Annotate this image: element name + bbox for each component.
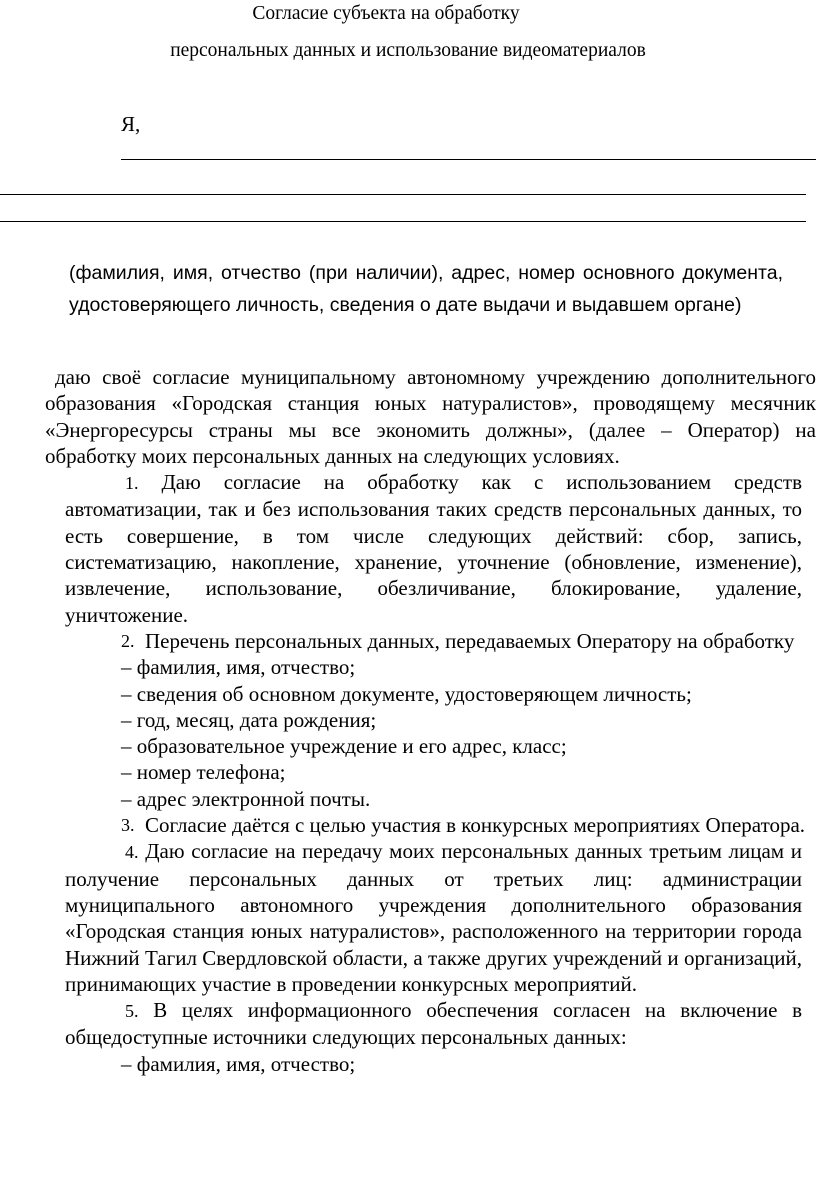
clause-1-text: Даю согласие на обработку как с использованием средств автоматизации, так и без использования таких средств персональных данных, то есть совершение, в том числе следующих действий: сбор, запись, систематизацию, накопление, хранение, уточнение (обновление, изменение), извлечение, использование, обезличивание, блокирование, удаление, уничтожение. [65,470,802,627]
clause-4-number: 4. [125,842,139,863]
document-title-line-1: Согласие субъекта на обработку [252,3,520,24]
intro-paragraph: даю своё согласие муниципальному автономному учреждению дополнительного образования «Городская станция юных натуралистов», проводящему месячник «Энергоресурсы страны мы все экономить должны», (далее – Оператор) на обработку моих персональных данных на следующих условиях. [45,365,816,468]
clause-5-number: 5. [125,1001,139,1022]
fill-in-line-1[interactable] [121,159,816,160]
fill-in-line-3[interactable] [0,221,806,222]
list-item: – сведения об основном документе, удостоверяющем личность; [121,681,692,706]
clause-2-number: 2. [121,630,135,651]
fill-in-line-2[interactable] [0,194,806,195]
document-title-line-2: персональных данных и использование видеоматериалов [170,40,646,61]
clause-4-text: Даю согласие на передачу моих персональных данных третьим лицам и получение персональных данных от третьих лиц: администрации муниципального автономного учреждения дополнительного образования «Городская станция юных натуралистов», расположенного на территории города Нижний Тагил Свердловской области, а также других учреждений и организаций, принимающих участие в проведении конкурсных мероприятий. [65,839,803,996]
clause-1 [45,469,816,628]
clause-5 [45,997,816,1051]
list-item: – номер телефона; [121,760,286,785]
clause-3 [45,812,816,838]
clause-5-text: В целях информационного обеспечения согласен на включение в общедоступные источники следующих персональных данных: [65,998,802,1050]
list-item: – образовательное учреждение и его адрес, класс; [121,734,567,759]
list-item: – адрес электронной почты. [121,786,371,811]
clause-3-number: 3. [121,815,135,836]
list-item: – год, месяц, дата рождения; [121,707,377,732]
list-item: – фамилия, имя, отчество; [121,1051,356,1076]
clause-3-text: Согласие даётся с целью участия в конкурсных мероприятиях Оператора. [145,813,806,838]
clause-2-text: Перечень персональных данных, передаваемых Оператору на обработку [145,628,795,653]
fill-in-caption: (фамилия, имя, отчество (при наличии), адрес, номер основного документа, удостоверяющего личность, сведения о дате выдачи и выдавшем органе) [69,262,783,316]
clause-2 [45,628,816,654]
consent-body [45,364,816,1077]
clause-1-number: 1. [125,473,139,494]
clause-4 [45,838,816,997]
ya-label: Я, [121,112,141,136]
list-item: – фамилия, имя, отчество; [121,655,356,680]
